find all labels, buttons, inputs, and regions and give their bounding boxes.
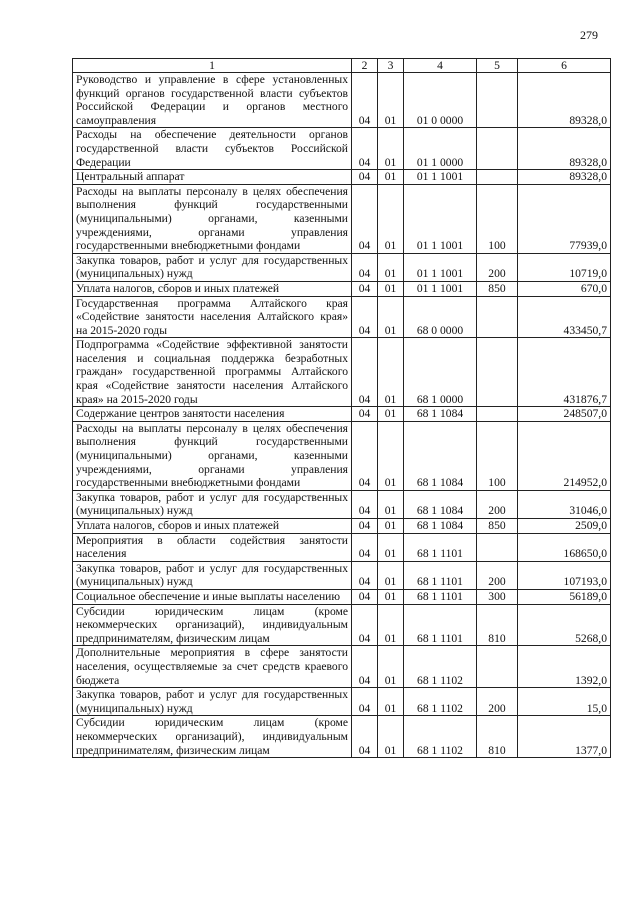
header-target: 4 [404,59,477,73]
cell-name: Уплата налогов, сборов и иных платежей [73,519,352,534]
cell-name: Подпрограмма «Содействие эффективной занятости населения и социальная поддержка безработных граждан» государственной программы Алтайского края «Содействие занятости населения Алтайского края» на 2015-2020 годы [73,338,352,407]
cell-sum: 89328,0 [518,128,611,170]
cell-section: 04 [352,407,378,422]
table-row [73,73,611,128]
cell-expense-type: 850 [477,281,518,296]
cell-section: 04 [352,519,378,534]
cell-section: 04 [352,184,378,253]
cell-sum: 248507,0 [518,407,611,422]
cell-subsection: 01 [378,73,404,128]
table-row [73,490,611,518]
cell-target: 68 1 1102 [404,646,477,688]
table-body [73,73,611,758]
cell-expense-type: 100 [477,184,518,253]
header-subsection: 3 [378,59,404,73]
cell-target: 68 1 1101 [404,533,477,561]
header-sum: 6 [518,59,611,73]
cell-target: 68 1 1101 [404,561,477,589]
cell-subsection: 01 [378,490,404,518]
table-row [73,170,611,185]
cell-expense-type [477,128,518,170]
cell-subsection: 01 [378,338,404,407]
cell-subsection: 01 [378,421,404,490]
cell-name: Социальное обеспечение и иные выплаты населению [73,589,352,604]
cell-subsection: 01 [378,688,404,716]
cell-subsection: 01 [378,281,404,296]
cell-name: Закупка товаров, работ и услуг для государственных (муниципальных) нужд [73,490,352,518]
cell-section: 04 [352,589,378,604]
cell-subsection: 01 [378,296,404,338]
cell-sum: 15,0 [518,688,611,716]
cell-subsection: 01 [378,533,404,561]
cell-target: 01 1 0000 [404,128,477,170]
cell-target: 01 1 1001 [404,184,477,253]
cell-section: 04 [352,338,378,407]
cell-expense-type: 300 [477,589,518,604]
cell-target: 01 1 1001 [404,170,477,185]
cell-target: 68 1 1101 [404,604,477,646]
budget-table [72,58,611,758]
cell-target: 68 1 1101 [404,589,477,604]
cell-target: 01 0 0000 [404,73,477,128]
cell-expense-type: 850 [477,519,518,534]
cell-name: Содержание центров занятости населения [73,407,352,422]
cell-section: 04 [352,253,378,281]
cell-name: Субсидии юридическим лицам (кроме некоммерческих организаций), индивидуальным предпринимателям, физическим лицам [73,716,352,758]
cell-target: 68 0 0000 [404,296,477,338]
cell-target: 68 1 1102 [404,716,477,758]
cell-name: Руководство и управление в сфере установленных функций органов государственной власти субъектов Российской Федерации и органов местного самоуправления [73,73,352,128]
page-number: 279 [580,28,598,42]
cell-expense-type [477,296,518,338]
cell-section: 04 [352,128,378,170]
table-row [73,407,611,422]
cell-sum: 2509,0 [518,519,611,534]
cell-sum: 214952,0 [518,421,611,490]
cell-sum: 431876,7 [518,338,611,407]
cell-sum: 89328,0 [518,170,611,185]
cell-subsection: 01 [378,519,404,534]
cell-expense-type [477,407,518,422]
cell-subsection: 01 [378,589,404,604]
cell-subsection: 01 [378,184,404,253]
cell-subsection: 01 [378,716,404,758]
cell-section: 04 [352,561,378,589]
table-row [73,604,611,646]
cell-expense-type: 810 [477,716,518,758]
table-row [73,589,611,604]
header-row [73,59,611,73]
cell-expense-type: 200 [477,490,518,518]
cell-name: Закупка товаров, работ и услуг для государственных (муниципальных) нужд [73,561,352,589]
cell-expense-type [477,338,518,407]
cell-name: Мероприятия в области содействия занятости населения [73,533,352,561]
cell-subsection: 01 [378,604,404,646]
table-row [73,253,611,281]
cell-target: 68 1 1084 [404,490,477,518]
cell-name: Закупка товаров, работ и услуг для государственных (муниципальных) нужд [73,688,352,716]
cell-name: Центральный аппарат [73,170,352,185]
table-row [73,296,611,338]
cell-expense-type [477,170,518,185]
cell-expense-type [477,533,518,561]
cell-section: 04 [352,281,378,296]
cell-sum: 433450,7 [518,296,611,338]
table-row [73,338,611,407]
cell-subsection: 01 [378,128,404,170]
cell-name: Государственная программа Алтайского края «Содействие занятости населения Алтайского края» на 2015-2020 годы [73,296,352,338]
header-name: 1 [73,59,352,73]
cell-section: 04 [352,170,378,185]
cell-sum: 107193,0 [518,561,611,589]
cell-expense-type [477,646,518,688]
cell-subsection: 01 [378,407,404,422]
cell-sum: 56189,0 [518,589,611,604]
cell-sum: 1377,0 [518,716,611,758]
cell-sum: 31046,0 [518,490,611,518]
cell-section: 04 [352,533,378,561]
cell-name: Дополнительные мероприятия в сфере занятости населения, осуществляемые за счет средств краевого бюджета [73,646,352,688]
table-row [73,561,611,589]
cell-section: 04 [352,646,378,688]
table-row [73,281,611,296]
cell-name: Расходы на обеспечение деятельности органов государственной власти субъектов Российской Федерации [73,128,352,170]
cell-sum: 670,0 [518,281,611,296]
cell-expense-type: 810 [477,604,518,646]
cell-name: Уплата налогов, сборов и иных платежей [73,281,352,296]
cell-subsection: 01 [378,561,404,589]
table-row [73,716,611,758]
table-header [73,59,611,73]
cell-name: Расходы на выплаты персоналу в целях обеспечения выполнения функций государственными (муниципальными) органами, казенными учреждениями, органами управления государственными внебюджетными фондами [73,421,352,490]
table-row [73,533,611,561]
table-row [73,128,611,170]
cell-sum: 10719,0 [518,253,611,281]
cell-target: 01 1 1001 [404,253,477,281]
cell-expense-type: 200 [477,561,518,589]
cell-expense-type: 200 [477,688,518,716]
cell-subsection: 01 [378,253,404,281]
table-row [73,646,611,688]
cell-name: Закупка товаров, работ и услуг для государственных (муниципальных) нужд [73,253,352,281]
cell-expense-type: 100 [477,421,518,490]
cell-section: 04 [352,421,378,490]
table-row [73,519,611,534]
cell-expense-type [477,73,518,128]
cell-target: 68 1 1084 [404,421,477,490]
cell-sum: 89328,0 [518,73,611,128]
table-row [73,421,611,490]
cell-section: 04 [352,296,378,338]
cell-expense-type: 200 [477,253,518,281]
cell-target: 68 1 1102 [404,688,477,716]
cell-subsection: 01 [378,646,404,688]
cell-section: 04 [352,604,378,646]
cell-section: 04 [352,688,378,716]
header-section: 2 [352,59,378,73]
header-expense-type: 5 [477,59,518,73]
cell-sum: 1392,0 [518,646,611,688]
cell-target: 68 1 1084 [404,519,477,534]
cell-section: 04 [352,490,378,518]
cell-section: 04 [352,716,378,758]
cell-target: 01 1 1001 [404,281,477,296]
cell-sum: 77939,0 [518,184,611,253]
cell-section: 04 [352,73,378,128]
cell-sum: 168650,0 [518,533,611,561]
cell-name: Субсидии юридическим лицам (кроме некоммерческих организаций), индивидуальным предпринимателям, физическим лицам [73,604,352,646]
table-row [73,688,611,716]
cell-subsection: 01 [378,170,404,185]
cell-sum: 5268,0 [518,604,611,646]
table-row [73,184,611,253]
cell-target: 68 1 0000 [404,338,477,407]
cell-name: Расходы на выплаты персоналу в целях обеспечения выполнения функций государственными (муниципальными) органами, казенными учреждениями, органами управления государственными внебюджетными фондами [73,184,352,253]
cell-target: 68 1 1084 [404,407,477,422]
